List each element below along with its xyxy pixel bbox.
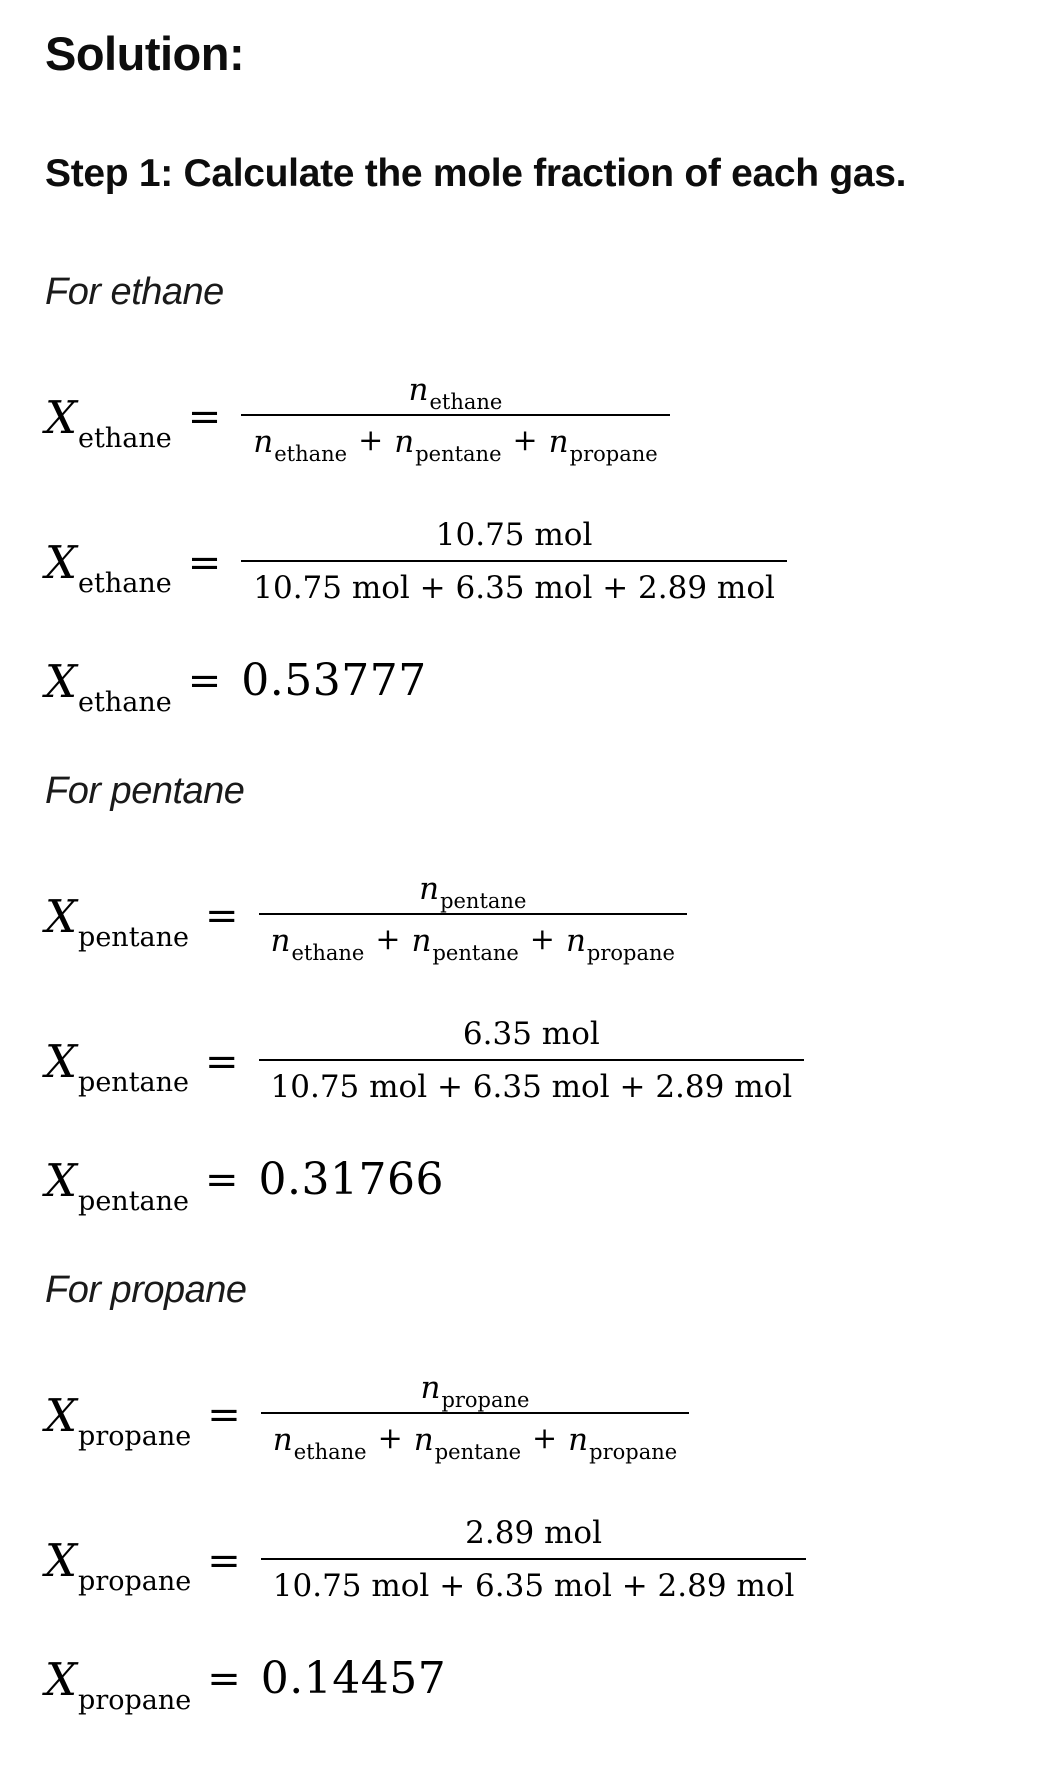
plus-sign: +: [532, 1420, 558, 1456]
mole-fraction-variable: Xethane: [45, 390, 172, 454]
plus-sign: +: [358, 422, 384, 458]
equals-sign: =: [207, 1656, 241, 1703]
solution-heading: Solution:: [45, 27, 245, 80]
mole-fraction-variable: Xethane: [45, 654, 172, 718]
equation-propane-numeric: [45, 1511, 1004, 1611]
plus-sign: +: [512, 422, 538, 458]
fraction-numerator: $n_{ethane}$: [408, 371, 503, 414]
mole-fraction-result: 0.31766: [258, 1154, 444, 1206]
fraction: [241, 368, 669, 468]
equals-sign: =: [187, 539, 222, 586]
fraction-denominator: $n_{ethane}$ + $n_{pentane}$ + $n_{propane}$: [259, 913, 687, 966]
gas-heading-pentane: For pentane: [45, 769, 245, 812]
fraction: [241, 513, 787, 613]
mole-fraction-variable: Xethane: [45, 536, 172, 600]
equation-pentane-symbolic: [45, 867, 1004, 967]
equation-ethane-numeric: [45, 513, 1004, 613]
mole-fraction-variable: Xpropane: [45, 1534, 192, 1598]
plus-sign: +: [377, 1420, 403, 1456]
fraction-denominator: $n_{ethane}$ + $n_{pentane}$ + $n_{propane}$: [241, 414, 669, 467]
gas-heading-ethane: For ethane: [45, 270, 224, 313]
equals-sign: =: [207, 1392, 241, 1439]
equals-sign: =: [187, 394, 222, 441]
fraction-numerator: 6.35 mol: [462, 1016, 600, 1053]
equation-ethane-symbolic: [45, 368, 1004, 468]
equation-propane-symbolic: [45, 1366, 1004, 1466]
fraction: [261, 1366, 689, 1466]
mole-fraction-result: 0.14457: [260, 1653, 447, 1705]
fraction: [259, 867, 687, 967]
equals-sign: =: [187, 658, 222, 705]
equals-sign: =: [205, 1038, 239, 1085]
fraction-numerator: $n_{propane}$: [420, 1369, 530, 1412]
fraction-denominator: 10.75 mol + 6.35 mol + 2.89 mol: [241, 560, 787, 613]
fraction: [259, 1012, 805, 1112]
equation-pentane-result: [45, 1153, 1004, 1217]
fraction-denominator: 10.75 mol + 6.35 mol + 2.89 mol: [261, 1558, 807, 1611]
step-1-heading: Step 1: Calculate the mole fraction of each gas.: [45, 152, 907, 195]
mole-fraction-variable: Xpropane: [45, 1652, 192, 1716]
equation-propane-result: [45, 1652, 1004, 1716]
fraction-denominator: 10.75 mol + 6.35 mol + 2.89 mol: [259, 1059, 805, 1112]
equation-pentane-numeric: [45, 1012, 1004, 1112]
mole-fraction-result: 0.53777: [241, 655, 427, 707]
equals-sign: =: [207, 1537, 241, 1584]
equals-sign: =: [205, 893, 239, 940]
equation-ethane-result: [45, 654, 1004, 718]
mole-fraction-variable: Xpropane: [45, 1388, 192, 1452]
mole-fraction-variable: Xpentane: [45, 1035, 190, 1099]
plus-sign: +: [375, 921, 401, 957]
plus-sign: +: [529, 921, 555, 957]
fraction-numerator: 10.75 mol: [435, 517, 593, 554]
mole-fraction-variable: Xpentane: [45, 889, 190, 953]
fraction-numerator: 2.89 mol: [465, 1515, 603, 1552]
fraction-numerator: $n_{pentane}$: [419, 870, 527, 913]
equals-sign: =: [205, 1157, 239, 1204]
fraction: [261, 1511, 807, 1611]
mole-fraction-variable: Xpentane: [45, 1153, 190, 1217]
fraction-denominator: $n_{ethane}$ + $n_{pentane}$ + $n_{propane}$: [261, 1412, 689, 1465]
gas-heading-propane: For propane: [45, 1268, 247, 1311]
